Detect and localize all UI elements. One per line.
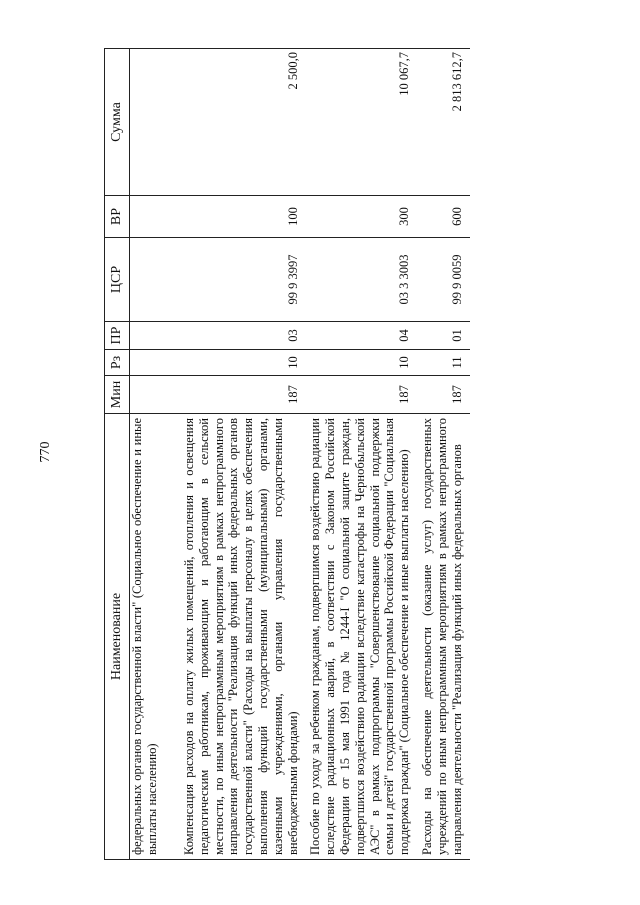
table-row [180, 49, 306, 860]
row-min: 187 [306, 376, 418, 414]
table-row [306, 49, 418, 860]
row-name: федеральных органов государственной власти" (Социальное обеспечение и иные выплаты населению) [130, 414, 181, 860]
row-min [130, 376, 181, 414]
row-vr: 100 [180, 196, 306, 238]
row-csr: 03 3 3003 [306, 238, 418, 322]
row-min: 187 [180, 376, 306, 414]
row-sum: 10 067,7 [306, 49, 418, 196]
row-pr: 01 [418, 322, 470, 350]
row-rz: 11 [418, 350, 470, 376]
row-min: 187 [418, 376, 470, 414]
row-rz: 10 [306, 350, 418, 376]
header-name: Наименование [105, 414, 130, 860]
row-rz [130, 350, 181, 376]
header-min: Мин [105, 376, 130, 414]
table-header-row [105, 49, 130, 860]
row-sum [130, 49, 181, 196]
row-pr: 04 [306, 322, 418, 350]
header-csr: ЦСР [105, 238, 130, 322]
row-name: Расходы на обеспечение деятельности (оказание услуг) государственных учреждений по иным непрограммным мероприятиям в рамках непрограммного направления деятельности "Реализация функций иных федеральных органов [418, 414, 470, 860]
rotated-table-container [104, 49, 640, 860]
header-pr: ПР [105, 322, 130, 350]
header-rz: Рз [105, 350, 130, 376]
budget-table [104, 48, 470, 860]
row-name: Компенсация расходов на оплату жилых помещений, отопления и освещения педагогическим работникам, проживающим и работающим в сельской местности, по иным непрограммным мероприятиям в рамках непрограммного направления деятельности "Реализация функций иных федеральных органов государственной власти" (Расходы на выплаты персоналу в целях обеспечения выполнения функций государственными (муниципальными) органами, казенными учреждениями, органами управления государственными внебюджетными фондами) [180, 414, 306, 860]
table-rotation-frame [104, 49, 640, 860]
row-pr: 03 [180, 322, 306, 350]
header-sum: Сумма [105, 49, 130, 196]
row-sum: 2 813 612,7 [418, 49, 470, 196]
row-rz: 10 [180, 350, 306, 376]
page-number: 770 [38, 441, 53, 463]
row-csr [130, 238, 181, 322]
table-row [130, 49, 181, 860]
row-csr: 99 9 0059 [418, 238, 470, 322]
table-row [418, 49, 470, 860]
row-sum: 2 500,0 [180, 49, 306, 196]
row-vr: 600 [418, 196, 470, 238]
row-vr: 300 [306, 196, 418, 238]
row-csr: 99 9 3997 [180, 238, 306, 322]
row-pr [130, 322, 181, 350]
row-vr [130, 196, 181, 238]
header-vr: ВР [105, 196, 130, 238]
row-name: Пособие по уходу за ребенком гражданам, подвергшимся воздействию радиации вследствие радиационных аварий, в соответствии с Законом Российской Федерации от 15 мая 1991 года № 1244-I "О социальной защите граждан, подвергшихся воздействию радиации вследствие катастрофы на Чернобыльской АЭС" в рамках подпрограммы "Совершенствование социальной поддержки семьи и детей" государственной программы Российской Федерации "Социальная поддержка граждан" (Социальное обеспечение и иные выплаты населению) [306, 414, 418, 860]
